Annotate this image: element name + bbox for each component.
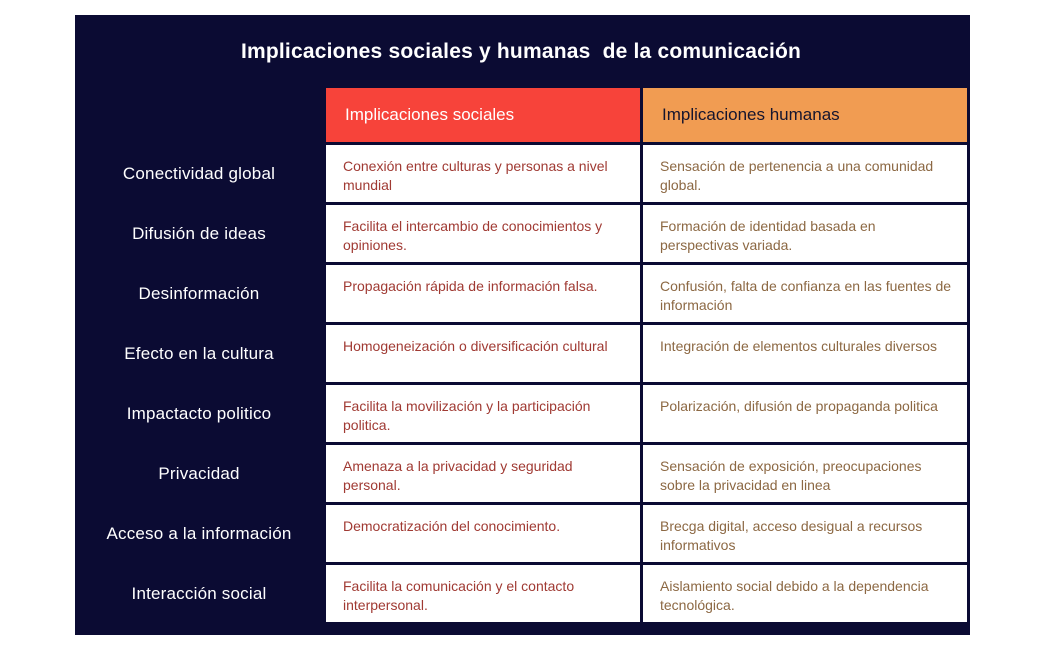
human-implication-cell: Polarización, difusión de propaganda politica: [643, 385, 967, 442]
table-title-bar: [75, 15, 967, 88]
human-implication-cell: Confusión, falta de confianza en las fuentes de información: [643, 265, 967, 322]
row-label: Acceso a la información: [75, 505, 323, 562]
row-label: Impactacto politico: [75, 385, 323, 442]
column-header-humanas: Implicaciones humanas: [643, 88, 967, 142]
row-label: Conectividad global: [75, 145, 323, 202]
row-label: Difusión de ideas: [75, 205, 323, 262]
human-implication-cell: Formación de identidad basada en perspectivas variada.: [643, 205, 967, 262]
human-implication-cell: Sensación de exposición, preocupaciones sobre la privacidad en linea: [643, 445, 967, 502]
social-implication-cell: Facilita la movilización y la participación politica.: [326, 385, 640, 442]
social-implication-cell: Conexión entre culturas y personas a nivel mundial: [326, 145, 640, 202]
row-label: Privacidad: [75, 445, 323, 502]
implications-table: [75, 15, 970, 635]
social-implication-cell: Democratización del conocimiento.: [326, 505, 640, 562]
social-implication-cell: Propagación rápida de información falsa.: [326, 265, 640, 322]
row-label: Efecto en la cultura: [75, 325, 323, 382]
row-label: Interacción social: [75, 565, 323, 622]
corner-cell: [75, 88, 323, 142]
social-implication-cell: Amenaza a la privacidad y seguridad personal.: [326, 445, 640, 502]
human-implication-cell: Brecga digital, acceso desigual a recursos informativos: [643, 505, 967, 562]
human-implication-cell: Aislamiento social debido a la dependencia tecnológica.: [643, 565, 967, 622]
social-implication-cell: Homogeneización o diversificación cultural: [326, 325, 640, 382]
column-header-sociales: Implicaciones sociales: [326, 88, 640, 142]
row-label: Desinformación: [75, 265, 323, 322]
social-implication-cell: Facilita la comunicación y el contacto interpersonal.: [326, 565, 640, 622]
human-implication-cell: Sensación de pertenencia a una comunidad global.: [643, 145, 967, 202]
table-title: Implicaciones sociales y humanas de la comunicación: [240, 39, 802, 63]
table-grid: [75, 88, 967, 622]
human-implication-cell: Integración de elementos culturales diversos: [643, 325, 967, 382]
social-implication-cell: Facilita el intercambio de conocimientos y opiniones.: [326, 205, 640, 262]
